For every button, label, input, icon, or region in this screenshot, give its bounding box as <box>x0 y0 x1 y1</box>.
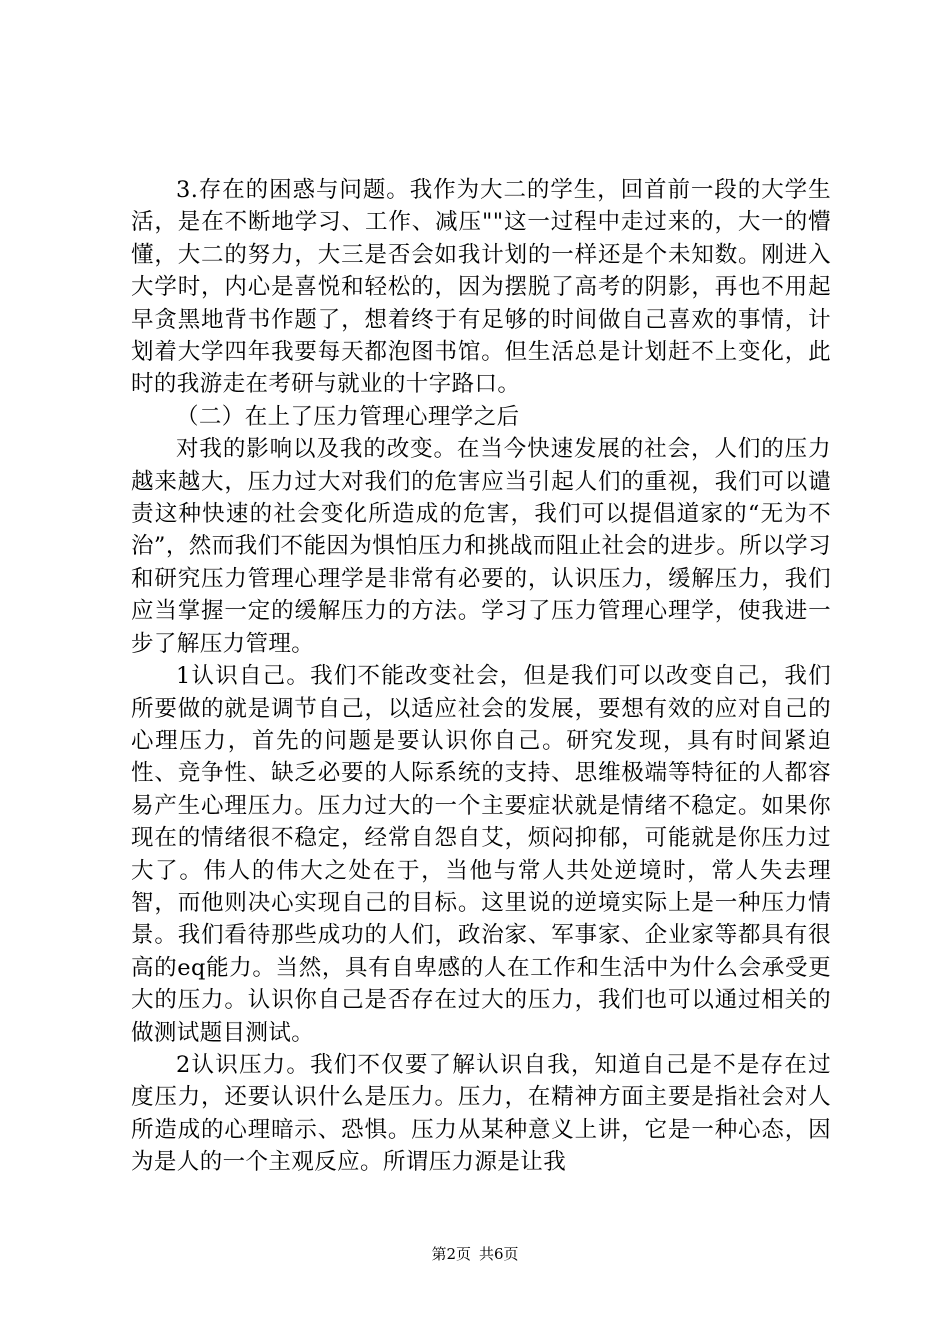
document-body <box>131 174 831 1179</box>
page-total: 共6页 <box>479 1245 519 1263</box>
paragraph-confusion: 3.存在的困惑与问题。我作为大二的学生，回首前一段的大学生活，是在不断地学习、工作、减压""这一过程中走过来的，大一的懵懂，大二的努力，大三是否会如我计划的一样还是个未知数。刚进入大学时，内心是喜悦和轻松的，因为摆脱了高考的阴影，再也不用起早贪黑地背书作题了，想着终于有足够的时间做自己喜欢的事情，计划着大学四年我要每天都泡图书馆。但生活总是计划赶不上变化，此时的我游走在考研与就业的十字路口。 <box>131 177 831 398</box>
paragraph-know-pressure: 2认识压力。我们不仅要了解认识自我，知道自己是不是存在过度压力，还要认识什么是压力。压力，在精神方面主要是指社会对人所造成的心理暗示、恐惧。压力从某种意义上讲，它是一种心态，因为是人的一个主观反应。所谓压力源是让我 <box>131 1051 831 1176</box>
paragraph-influence: 对我的影响以及我的改变。在当今快速发展的社会，人们的压力越来越大，压力过大对我们的危害应当引起人们的重视，我们可以谴责这种快速的社会变化所造成的危害，我们可以提倡道家的“无为不治”，然而我们不能因为惧怕压力和挑战而阻止社会的进步。所以学习和研究压力管理心理学是非常有必要的，认识压力，缓解压力，我们应当掌握一定的缓解压力的方法。学习了压力管理心理学，使我进一步了解压力管理。 <box>131 436 831 657</box>
page-number: 第2页 <box>431 1245 471 1263</box>
section-heading-2: （二）在上了压力管理心理学之后 <box>176 403 520 430</box>
page-footer <box>0 1244 950 1264</box>
paragraph-know-yourself: 1认识自己。我们不能改变社会，但是我们可以改变自己，我们所要做的就是调节自己，以适应社会的发展，要想有效的应对自己的心理压力，首先的问题是要认识你自己。研究发现，具有时间紧迫性、竞争性、缺乏必要的人际系统的支持、思维极端等特征的人都容易产生心理压力。压力过大的一个主要症状就是情绪不稳定。如果你现在的情绪很不稳定，经常自怨自艾，烦闷抑郁，可能就是你压力过大了。伟人的伟大之处在于，当他与常人共处逆境时，常人失去理智，而他则决心实现自己的目标。这里说的逆境实际上是一种压力情景。我们看待那些成功的人们，政治家、军事家、企业家等都具有很高的eq能力。当然，具有自卑感的人在工作和生活中为什么会承受更大的压力。认识你自己是否存在过大的压力，我们也可以通过相关的做测试题目测试。 <box>131 663 831 1046</box>
